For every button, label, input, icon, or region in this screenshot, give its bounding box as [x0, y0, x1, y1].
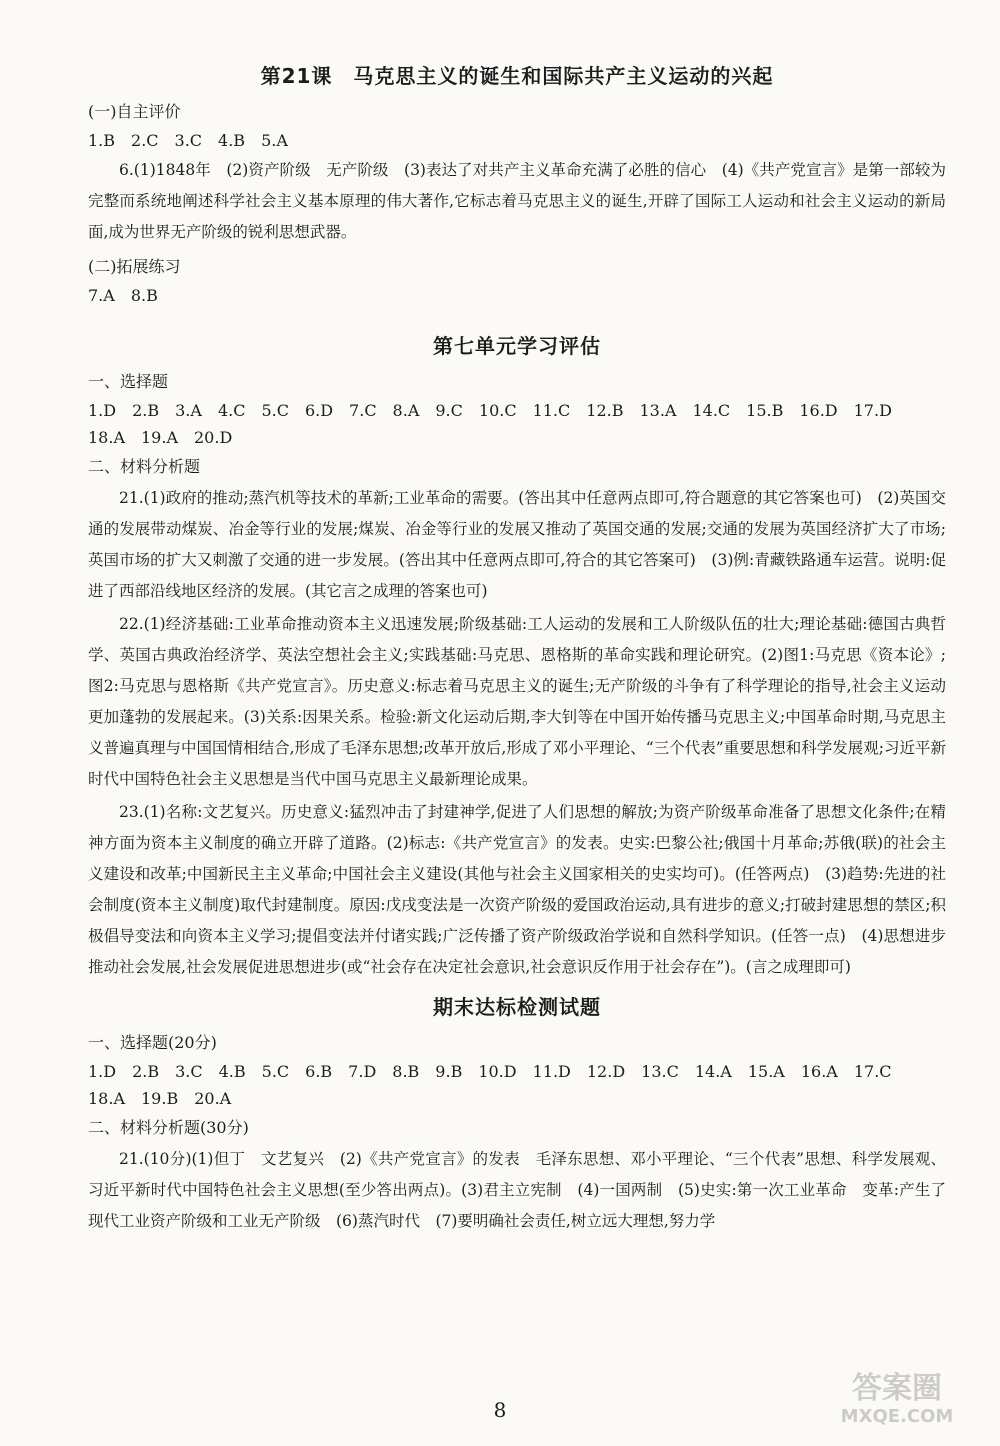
final-choice-heading: 一、选择题(20分) [88, 1033, 217, 1052]
watermark-logo [812, 1360, 982, 1430]
lesson21-part2-heading: (二)拓展练习 [88, 257, 181, 276]
unit7-q22: 22.(1)经济基础:工业革命推动资本主义迅速发展;阶级基础:工人运动的发展和工人阶级队伍的壮大;理论基础:德国古典哲学、英国古典政治经济学、英法空想社会主义;实践基础:马克思、恩格斯的革命实践和理论研究。(2)图1:马克思《资本论》;图2:马克思与恩格斯《共产党宣言》。历史意义:标志着马克思主义的诞生;无产阶级的斗争有了科学理论的指导,社会主义运动更加蓬勃的发展起来。(3)关系:因果关系。检验:新文化运动后期,李大钊等在中国开始传播马克思主义;中国革命时期,马克思主义普遍真理与中国国情相结合,形成了毛泽东思想;改革开放后,形成了邓小平理论、“三个代表”重要思想和科学发展观;习近平新时代中国特色社会主义思想是当代中国马克思主义最新理论成果。 [88, 615, 946, 788]
unit7-title: 第七单元学习评估 [433, 334, 601, 358]
final-title: 期末达标检测试题 [433, 995, 601, 1019]
unit7-choice-line1: 1.D 2.B 3.A 4.C 5.C 6.D 7.C 8.A 9.C 10.C 11.C 12.B 13.A 14.C 15.B 16.D 17.D [88, 401, 892, 420]
lesson21-q6: 6.(1)1848年 (2)资产阶级 无产阶级 (3)表达了对共产主义革命充满了必胜的信心 (4)《共产党宣言》是第一部较为完整而系统地阐述科学社会主义基本原理的伟大著作,它标志着马克思主义的诞生,开辟了国际工人运动和社会主义运动的新局面,成为世界无产阶级的锐利思想武器。 [88, 161, 946, 241]
lesson21-part2-answers: 7.A 8.B [88, 286, 158, 305]
watermark-url: MXQE.COM [840, 1406, 954, 1427]
watermark-text: 答案圈 [852, 1371, 942, 1406]
unit7-q23: 23.(1)名称:文艺复兴。历史意义:猛烈冲击了封建神学,促进了人们思想的解放;为资产阶级革命准备了思想文化条件;在精神方面为资本主义制度的确立开辟了道路。(2)标志:《共产党宣言》的发表。史实:巴黎公社;俄国十月革命;苏俄(联)的社会主义建设和改革;中国新民主主义革命;中国社会主义建设(其他与社会主义国家相关的史实均可)。(任答两点) (3)趋势:先进的社会制度(资本主义制度)取代封建制度。原因:戊戌变法是一次资产阶级的爱国政治运动,具有进步的意义;打破封建思想的禁区;积极倡导变法和向资本主义学习;提倡变法并付诸实践;广泛传播了资产阶级政治学说和自然科学知识。(任答一点) (4)思想进步推动社会发展,社会发展促进思想进步(或“社会存在决定社会意识,社会意识反作用于社会存在”)。(言之成理即可) [88, 803, 946, 976]
unit7-q21: 21.(1)政府的推动;蒸汽机等技术的革新;工业革命的需要。(答出其中任意两点即可,符合题意的其它答案也可) (2)英国交通的发展带动煤炭、冶金等行业的发展;煤炭、冶金等行业的发展又推动了英国交通的发展;交通的发展为英国经济扩大了市场;英国市场的扩大又刺激了交通的进一步发展。(答出其中任意两点即可,符合的其它答案可) (3)例:青藏铁路通车运营。说明:促进了西部沿线地区经济的发展。(其它言之成理的答案也可) [88, 489, 946, 600]
unit7-analysis-heading: 二、材料分析题 [88, 457, 201, 476]
final-choice-line2: 18.A 19.B 20.A [88, 1089, 232, 1108]
document-page [88, 52, 946, 1239]
lesson21-part1-answers: 1.B 2.C 3.C 4.B 5.A [88, 131, 288, 150]
final-analysis-heading: 二、材料分析题(30分) [88, 1118, 249, 1137]
final-q21: 21.(10分)(1)但丁 文艺复兴 (2)《共产党宣言》的发表 毛泽东思想、邓小平理论、“三个代表”思想、科学发展观、习近平新时代中国特色社会主义思想(至少答出两点)。(3)君主立宪制 (4)一国两制 (5)史实:第一次工业革命 变革:产生了现代工业资产阶级和工业无产阶级 (6)蒸汽时代 (7)要明确社会责任,树立远大理想,努力学 [88, 1150, 946, 1230]
unit7-choice-heading: 一、选择题 [88, 372, 169, 391]
final-choice-line1: 1.D 2.B 3.C 4.B 5.C 6.B 7.D 8.B 9.B 10.D 11.D 12.D 13.C 14.A 15.A 16.A 17.C [88, 1062, 892, 1081]
page-number: 8 [493, 1398, 507, 1422]
lesson21-part1-heading: (一)自主评价 [88, 102, 181, 121]
lesson21-title: 第21课 马克思主义的诞生和国际共产主义运动的兴起 [260, 64, 774, 88]
unit7-choice-line2: 18.A 19.A 20.D [88, 428, 233, 447]
